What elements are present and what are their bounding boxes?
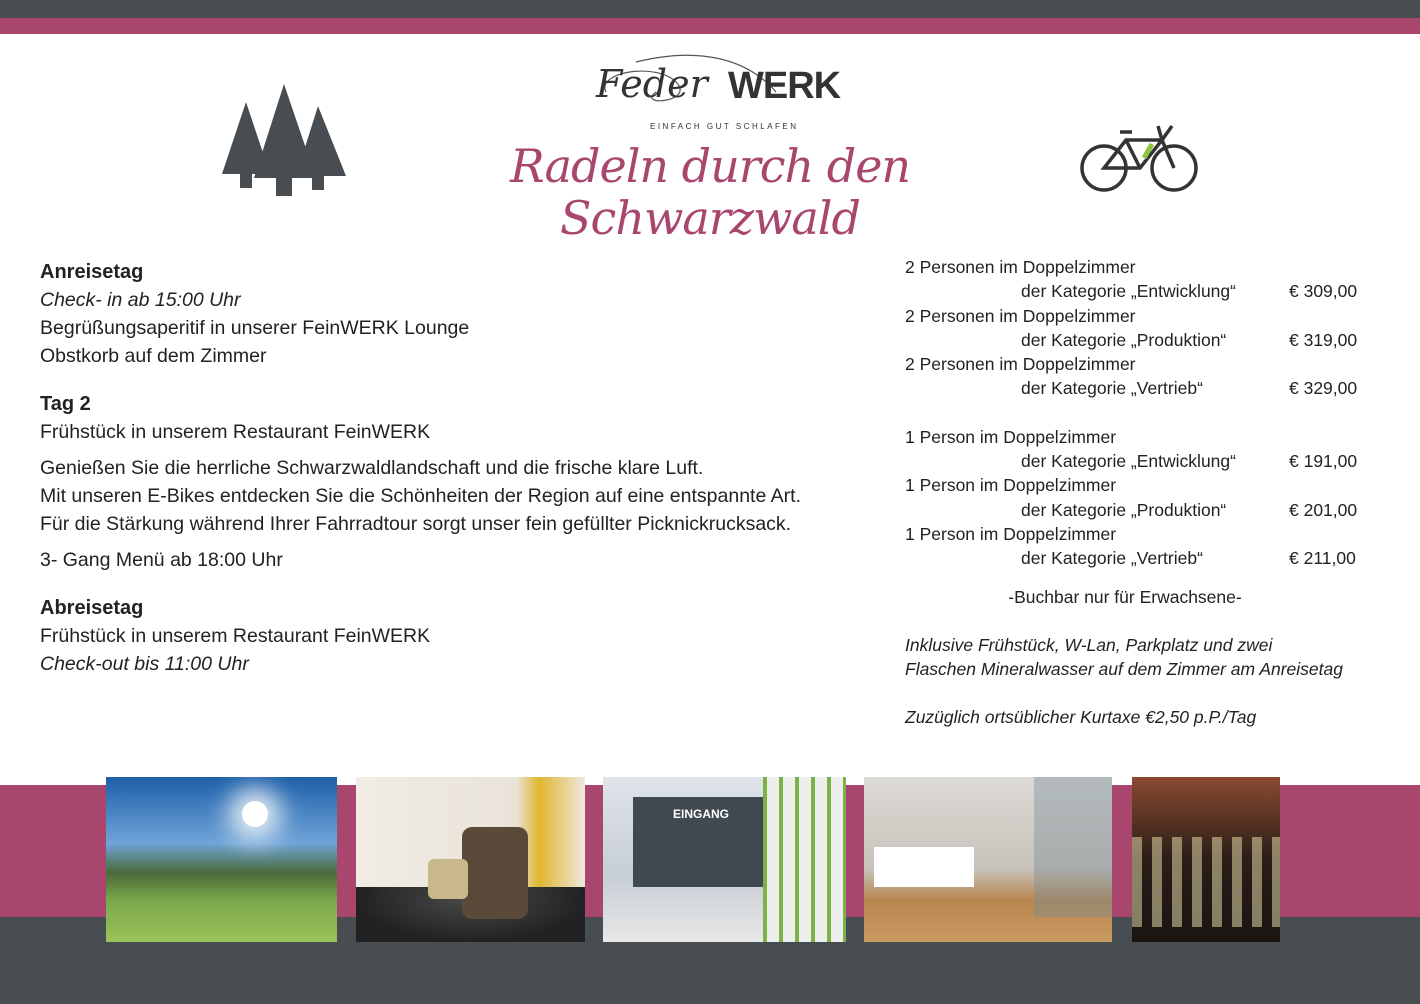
- price-row: [905, 449, 1405, 473]
- federwerk-logo: [596, 52, 841, 132]
- day2-heading: Tag 2: [40, 393, 91, 415]
- price-value: € 211,00: [1289, 548, 1356, 569]
- photo-cyclists-meadow: [106, 777, 337, 942]
- price-who: 2 Personen im Doppelzimmer: [905, 305, 1136, 326]
- program-column: [40, 258, 890, 678]
- fir-trees-icon: [218, 84, 350, 196]
- tourist-tax-note: Zuzüglich ortsüblicher Kurtaxe €2,50 p.P./Tag: [905, 707, 1257, 728]
- top-accent-band: [0, 18, 1420, 34]
- inclusive-line: Inklusive Frühstück, W-Lan, Parkplatz und zwei: [905, 634, 1273, 655]
- price-who: 1 Person im Doppelzimmer: [905, 523, 1117, 544]
- price-category: der Kategorie „Vertrieb“: [1021, 548, 1203, 569]
- checkin-text: Check- in ab 15:00 Uhr: [40, 289, 241, 311]
- price-value: € 201,00: [1289, 499, 1358, 520]
- price-value: € 191,00: [1289, 451, 1358, 472]
- photo-wine-glasses: [1132, 777, 1280, 942]
- price-who: 1 Person im Doppelzimmer: [905, 475, 1117, 496]
- photo-picnic-backpack: [356, 777, 585, 942]
- price-value: € 309,00: [1289, 281, 1358, 302]
- day3-heading: Abreisetag: [40, 597, 144, 619]
- day1-line: Obstkorb auf dem Zimmer: [40, 345, 267, 367]
- day2-paragraph-line: Für die Stärkung während Ihrer Fahrradtour sorgt unser fein gefüllter Picknickrucksack.: [40, 513, 792, 535]
- price-column: [905, 255, 1405, 730]
- photo-hotel-room: [864, 777, 1112, 942]
- price-category: der Kategorie „Entwicklung“: [1021, 451, 1236, 472]
- photo-hotel-entrance: [603, 777, 846, 942]
- adults-only-note: -Buchbar nur für Erwachsene-: [1008, 586, 1242, 607]
- top-dark-band: [0, 0, 1420, 18]
- day2-breakfast: Frühstück in unserem Restaurant FeinWERK: [40, 421, 431, 443]
- price-row: [905, 546, 1405, 570]
- day2-paragraph-line: Mit unseren E-Bikes entdecken Sie die Schönheiten der Region auf eine entspannte Art.: [40, 485, 801, 507]
- price-category: der Kategorie „Vertrieb“: [1021, 378, 1203, 399]
- day1-heading: Anreisetag: [40, 261, 144, 283]
- price-category: der Kategorie „Produktion“: [1021, 499, 1227, 520]
- price-category: der Kategorie „Produktion“: [1021, 329, 1227, 350]
- checkout-text: Check-out bis 11:00 Uhr: [40, 653, 249, 675]
- price-who: 2 Personen im Doppelzimmer: [905, 354, 1136, 375]
- price-row: [905, 376, 1405, 400]
- logo-werk: WERK: [728, 65, 841, 107]
- price-value: € 329,00: [1289, 378, 1358, 399]
- day2-paragraph-line: Genießen Sie die herrliche Schwarzwaldlandschaft und die frische klare Luft.: [40, 457, 704, 479]
- entrance-sign: EINGANG: [673, 807, 730, 821]
- price-value: € 319,00: [1289, 329, 1358, 350]
- logo-tagline: EINFACH GUT SCHLAFEN: [650, 122, 799, 131]
- price-who: 2 Personen im Doppelzimmer: [905, 257, 1136, 277]
- inclusive-line: Flaschen Mineralwasser auf dem Zimmer am Anreisetag: [905, 659, 1343, 680]
- page-title: Radeln durch den Schwarzwald: [509, 139, 911, 245]
- e-bike-icon: [1080, 120, 1200, 196]
- price-row: [905, 328, 1405, 352]
- day3-breakfast: Frühstück in unserem Restaurant FeinWERK: [40, 625, 431, 647]
- price-row: [905, 498, 1405, 522]
- day1-line: Begrüßungsaperitif in unserer FeinWERK Lounge: [40, 317, 470, 339]
- price-category: der Kategorie „Entwicklung“: [1021, 281, 1236, 302]
- logo-script: Feder: [596, 62, 708, 106]
- day2-dinner: 3- Gang Menü ab 18:00 Uhr: [40, 549, 283, 571]
- price-row: [905, 279, 1405, 303]
- price-who: 1 Person im Doppelzimmer: [905, 426, 1117, 447]
